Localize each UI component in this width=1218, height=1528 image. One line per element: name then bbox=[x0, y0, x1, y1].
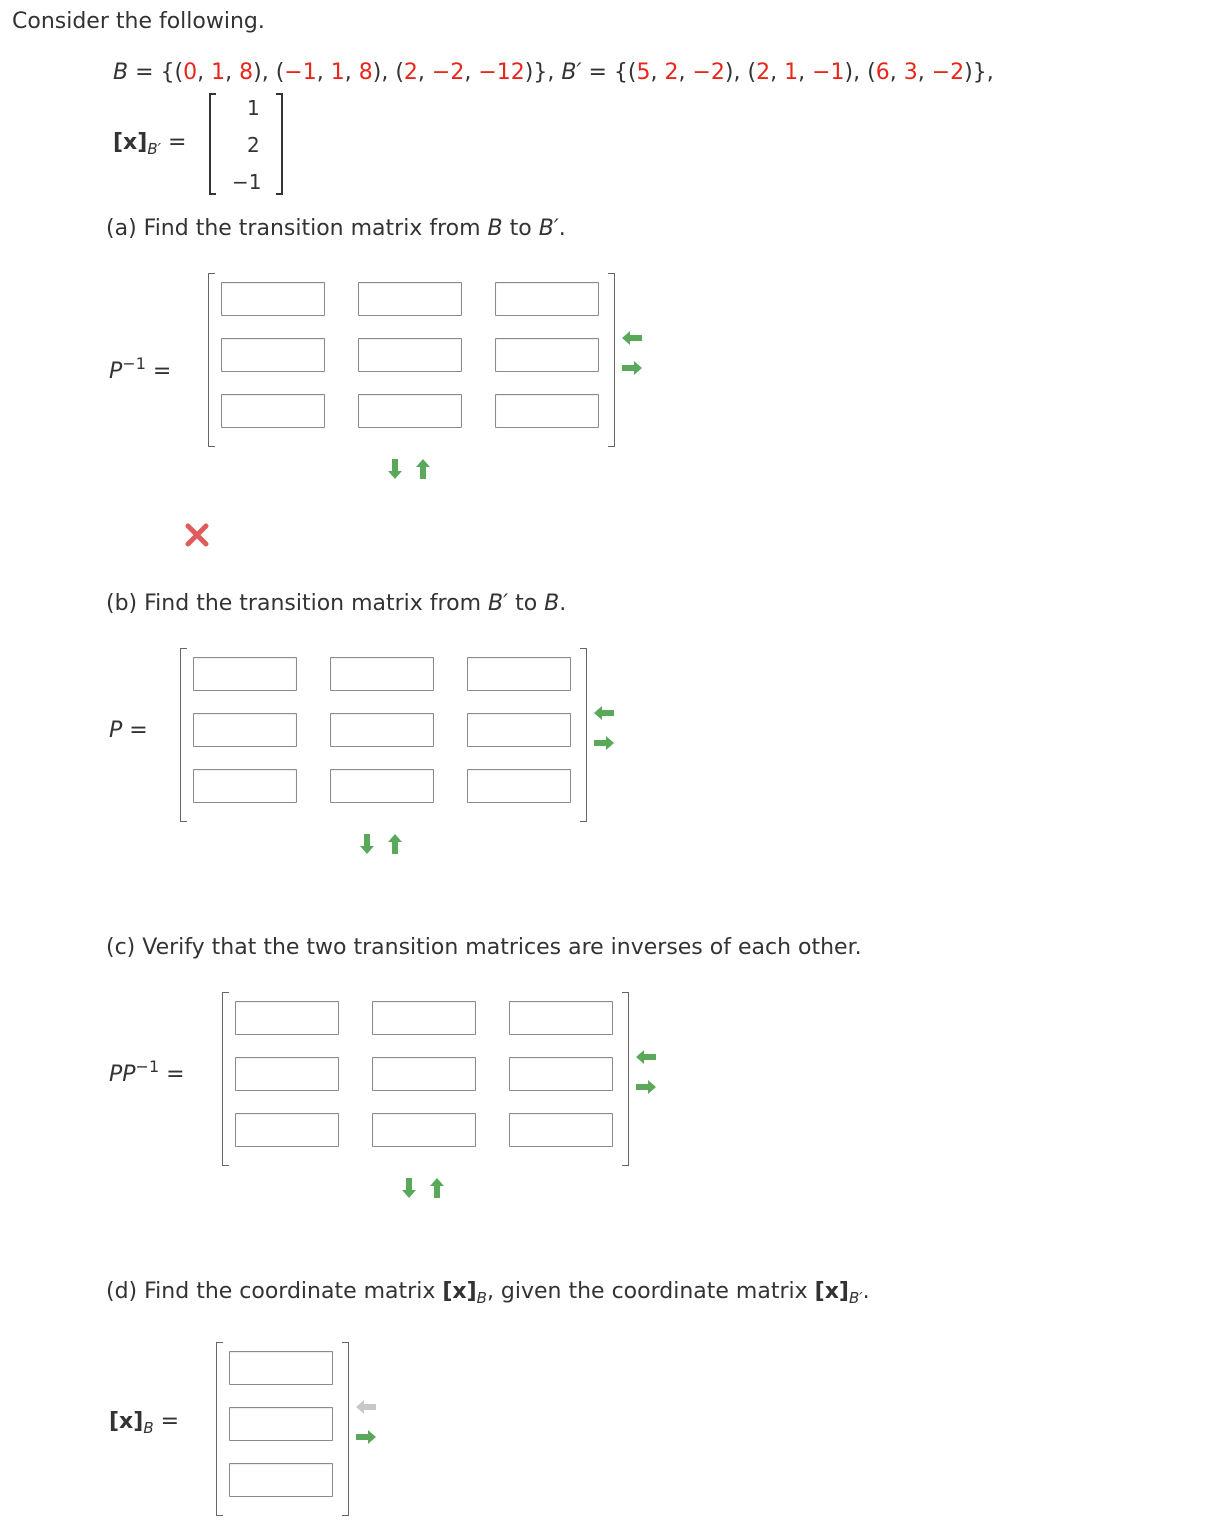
pp-inverse-cell-r1-c1[interactable] bbox=[235, 1001, 339, 1035]
p-input-r2-c1[interactable] bbox=[194, 714, 296, 746]
pp-inverse-cell-r3-c2[interactable] bbox=[372, 1113, 476, 1147]
p-inverse-input-r2-c1[interactable] bbox=[222, 339, 324, 371]
p-input-r3-c2[interactable] bbox=[331, 770, 433, 802]
xb-cell-r1-c1[interactable] bbox=[229, 1351, 333, 1385]
pp-inverse-add-column-arrow-icon[interactable] bbox=[634, 1076, 658, 1098]
p-inverse-input-r1-c2[interactable] bbox=[359, 283, 461, 315]
pp-inverse-cell-r2-c1[interactable] bbox=[235, 1057, 339, 1091]
vector-left-bracket bbox=[209, 93, 216, 195]
pp-inverse-input-r2-c2[interactable] bbox=[373, 1058, 475, 1090]
pp-inverse-cell-r2-c2[interactable] bbox=[372, 1057, 476, 1091]
p-inverse-label: $P^{-1}$ = bbox=[109, 354, 172, 384]
p-cell-r2-c3[interactable] bbox=[467, 713, 571, 747]
basis-definition: B = {(0, 1, 8), (−1, 1, 8), (2, −2, −12)}, B′ = {(5, 2, −2), (2, 1, −1), (6, 3, −2)}, bbox=[113, 60, 994, 85]
p-inverse-input-r3-c1[interactable] bbox=[222, 395, 324, 427]
vector-entry-3: −1 bbox=[232, 170, 262, 194]
p-inverse-left-bracket bbox=[208, 273, 215, 447]
p-input-r1-c2[interactable] bbox=[331, 658, 433, 690]
vector-entry-1: 1 bbox=[247, 96, 260, 120]
pp-inverse-input-r1-c2[interactable] bbox=[373, 1002, 475, 1034]
p-inverse-input-r3-c3[interactable] bbox=[496, 395, 598, 427]
p-inverse-cell-r2-c3[interactable] bbox=[495, 338, 599, 372]
pp-inverse-remove-column-arrow-icon[interactable] bbox=[634, 1046, 658, 1068]
pp-inverse-input-r3-c2[interactable] bbox=[373, 1114, 475, 1146]
pp-inverse-cell-r1-c2[interactable] bbox=[372, 1001, 476, 1035]
pp-inverse-cell-r3-c1[interactable] bbox=[235, 1113, 339, 1147]
p-inverse-add-row-arrow-icon[interactable] bbox=[384, 457, 408, 479]
pp-inverse-cell-r1-c3[interactable] bbox=[509, 1001, 613, 1035]
basis-bprime-set: {(5, 2, −2), (2, 1, −1), (6, 3, −2)}, bbox=[613, 60, 994, 85]
p-cell-r1-c2[interactable] bbox=[330, 657, 434, 691]
p-inverse-input-r1-c3[interactable] bbox=[496, 283, 598, 315]
p-inverse-input-r3-c2[interactable] bbox=[359, 395, 461, 427]
p-inverse-input-r2-c2[interactable] bbox=[359, 339, 461, 371]
equals-sign: = bbox=[135, 60, 154, 85]
pp-inverse-cell-r2-c3[interactable] bbox=[509, 1057, 613, 1091]
pp-inverse-input-r3-c1[interactable] bbox=[236, 1114, 338, 1146]
p-left-bracket bbox=[180, 648, 187, 822]
xb-right-bracket bbox=[342, 1342, 349, 1516]
pp-inverse-input-r3-c3[interactable] bbox=[510, 1114, 612, 1146]
vector-entry-2: 2 bbox=[247, 133, 260, 157]
xb-left-bracket bbox=[216, 1342, 223, 1516]
part-c-question: (c) Verify that the two transition matrices are inverses of each other. bbox=[106, 935, 862, 960]
p-cell-r3-c2[interactable] bbox=[330, 769, 434, 803]
p-cell-r1-c1[interactable] bbox=[193, 657, 297, 691]
xb-input-r1-c1[interactable] bbox=[230, 1352, 332, 1384]
p-remove-row-arrow-icon[interactable] bbox=[384, 832, 408, 854]
xb-add-column-arrow-icon[interactable] bbox=[354, 1426, 378, 1448]
p-right-bracket bbox=[580, 648, 587, 822]
pp-inverse-input-r1-c3[interactable] bbox=[510, 1002, 612, 1034]
part-d-question: (d) Find the coordinate matrix $[x]_B$, given the coordinate matrix $[x]_{B'}$. bbox=[106, 1279, 870, 1307]
vector-right-bracket bbox=[276, 93, 283, 195]
p-label: P = bbox=[109, 718, 148, 743]
p-input-r3-c1[interactable] bbox=[194, 770, 296, 802]
p-inverse-cell-r2-c2[interactable] bbox=[358, 338, 462, 372]
xb-cell-r3-c1[interactable] bbox=[229, 1463, 333, 1497]
xb-input-r3-c1[interactable] bbox=[230, 1464, 332, 1496]
p-input-r1-c1[interactable] bbox=[194, 658, 296, 690]
pp-inverse-input-r2-c3[interactable] bbox=[510, 1058, 612, 1090]
p-remove-column-arrow-icon[interactable] bbox=[592, 702, 616, 724]
p-inverse-remove-column-arrow-icon[interactable] bbox=[620, 327, 644, 349]
xbprime-label: $[x]_{B'}$ = bbox=[113, 130, 187, 158]
p-input-r1-c3[interactable] bbox=[468, 658, 570, 690]
p-inverse-input-r1-c1[interactable] bbox=[222, 283, 324, 315]
pp-inverse-add-row-arrow-icon[interactable] bbox=[398, 1176, 422, 1198]
p-add-row-arrow-icon[interactable] bbox=[356, 832, 380, 854]
p-cell-r3-c3[interactable] bbox=[467, 769, 571, 803]
pp-inverse-input-r1-c1[interactable] bbox=[236, 1002, 338, 1034]
p-inverse-cell-r3-c2[interactable] bbox=[358, 394, 462, 428]
incorrect-x-icon bbox=[184, 522, 210, 548]
pp-inverse-cell-r3-c3[interactable] bbox=[509, 1113, 613, 1147]
pp-inverse-input-r2-c1[interactable] bbox=[236, 1058, 338, 1090]
basis-b-label: B bbox=[113, 60, 129, 85]
p-input-r2-c2[interactable] bbox=[331, 714, 433, 746]
xb-remove-column-arrow-icon[interactable] bbox=[354, 1396, 378, 1418]
pp-inverse-label: $PP^{-1}$ = bbox=[109, 1057, 185, 1087]
p-inverse-cell-r3-c1[interactable] bbox=[221, 394, 325, 428]
part-b-question: (b) Find the transition matrix from B′ to B. bbox=[106, 591, 567, 616]
p-add-column-arrow-icon[interactable] bbox=[592, 732, 616, 754]
basis-b-set: {(0, 1, 8), (−1, 1, 8), (2, −2, −12)}, bbox=[160, 60, 555, 85]
p-cell-r2-c2[interactable] bbox=[330, 713, 434, 747]
part-a-question: (a) Find the transition matrix from B to B′. bbox=[106, 216, 566, 241]
intro-text: Consider the following. bbox=[12, 9, 265, 34]
basis-bprime-label: B′ bbox=[561, 60, 582, 85]
p-input-r3-c3[interactable] bbox=[468, 770, 570, 802]
p-inverse-cell-r1-c3[interactable] bbox=[495, 282, 599, 316]
p-inverse-add-column-arrow-icon[interactable] bbox=[620, 357, 644, 379]
pp-inverse-remove-row-arrow-icon[interactable] bbox=[426, 1176, 450, 1198]
pp-inverse-right-bracket bbox=[622, 992, 629, 1166]
p-cell-r1-c3[interactable] bbox=[467, 657, 571, 691]
p-input-r2-c3[interactable] bbox=[468, 714, 570, 746]
p-inverse-cell-r1-c1[interactable] bbox=[221, 282, 325, 316]
p-inverse-cell-r2-c1[interactable] bbox=[221, 338, 325, 372]
p-inverse-input-r2-c3[interactable] bbox=[496, 339, 598, 371]
p-inverse-remove-row-arrow-icon[interactable] bbox=[412, 457, 436, 479]
p-inverse-right-bracket bbox=[608, 273, 615, 447]
p-inverse-cell-r3-c3[interactable] bbox=[495, 394, 599, 428]
p-cell-r2-c1[interactable] bbox=[193, 713, 297, 747]
xb-input-r2-c1[interactable] bbox=[230, 1408, 332, 1440]
xb-cell-r2-c1[interactable] bbox=[229, 1407, 333, 1441]
xb-label: $[x]_B$ = bbox=[109, 1409, 180, 1437]
pp-inverse-left-bracket bbox=[222, 992, 229, 1166]
p-cell-r3-c1[interactable] bbox=[193, 769, 297, 803]
p-inverse-cell-r1-c2[interactable] bbox=[358, 282, 462, 316]
